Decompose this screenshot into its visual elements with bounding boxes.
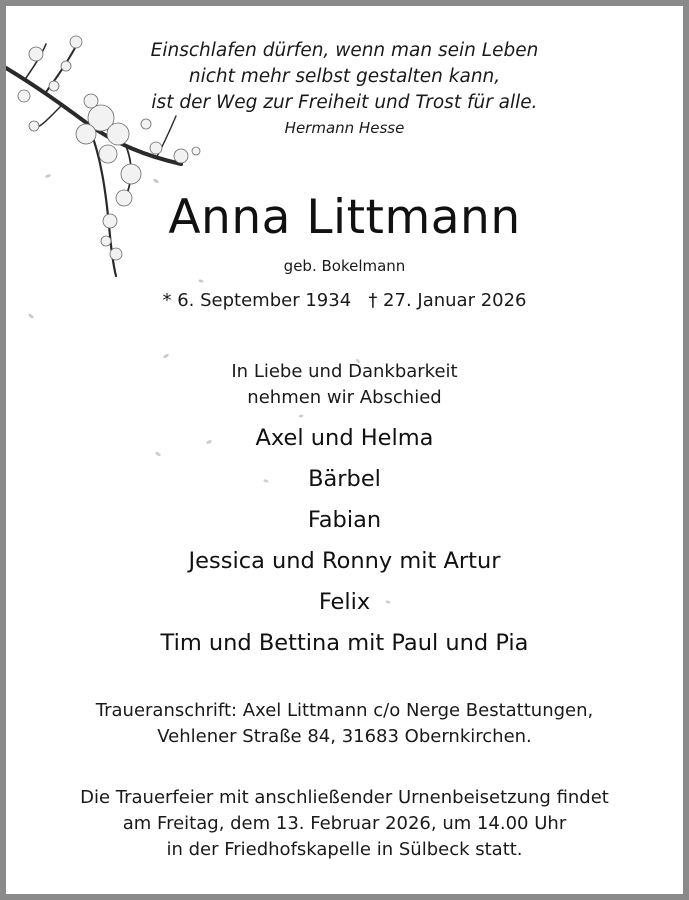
mourner-name: Felix: [318, 589, 371, 615]
quote-line-2: nicht mehr selbst gestalten kann,: [188, 66, 501, 87]
farewell-line-2: nehmen wir Abschied: [247, 387, 442, 408]
birth-date: * 6. September 1934: [162, 290, 352, 311]
farewell-line-1: In Liebe und Dankbarkeit: [231, 361, 458, 382]
mourning-address-line-2: Vehlener Straße 84, 31683 Obernkirchen.: [157, 726, 532, 747]
death-date: † 27. Januar 2026: [368, 290, 527, 311]
mourner-name: Jessica und Ronny mit Artur: [188, 548, 501, 574]
mourner-name: Fabian: [307, 507, 382, 533]
ceremony-line-2: am Freitag, dem 13. Februar 2026, um 14.00 Uhr: [122, 813, 567, 834]
mourner-name: Axel und Helma: [255, 425, 434, 451]
deceased-name: Anna Littmann: [168, 190, 521, 245]
ceremony-line-3: in der Friedhofskapelle in Sülbeck statt.: [166, 839, 523, 860]
ceremony-line-1: Die Trauerfeier mit anschließender Urnenbeisetzung findet: [80, 787, 609, 808]
mourner-name: Tim und Bettina mit Paul und Pia: [160, 630, 529, 656]
quote-line-1: Einschlafen dürfen, wenn man sein Leben: [150, 40, 539, 61]
life-dates: [6, 290, 683, 311]
mourner-name: Bärbel: [308, 466, 381, 492]
quote-line-3: ist der Weg zur Freiheit und Trost für alle.: [151, 92, 538, 113]
birth-name: geb. Bokelmann: [283, 257, 406, 275]
obituary-card: [6, 6, 683, 894]
quote-author: Hermann Hesse: [284, 119, 405, 137]
mourning-address-line-1: Traueranschrift: Axel Littmann c/o Nerge Bestattungen,: [95, 700, 594, 721]
